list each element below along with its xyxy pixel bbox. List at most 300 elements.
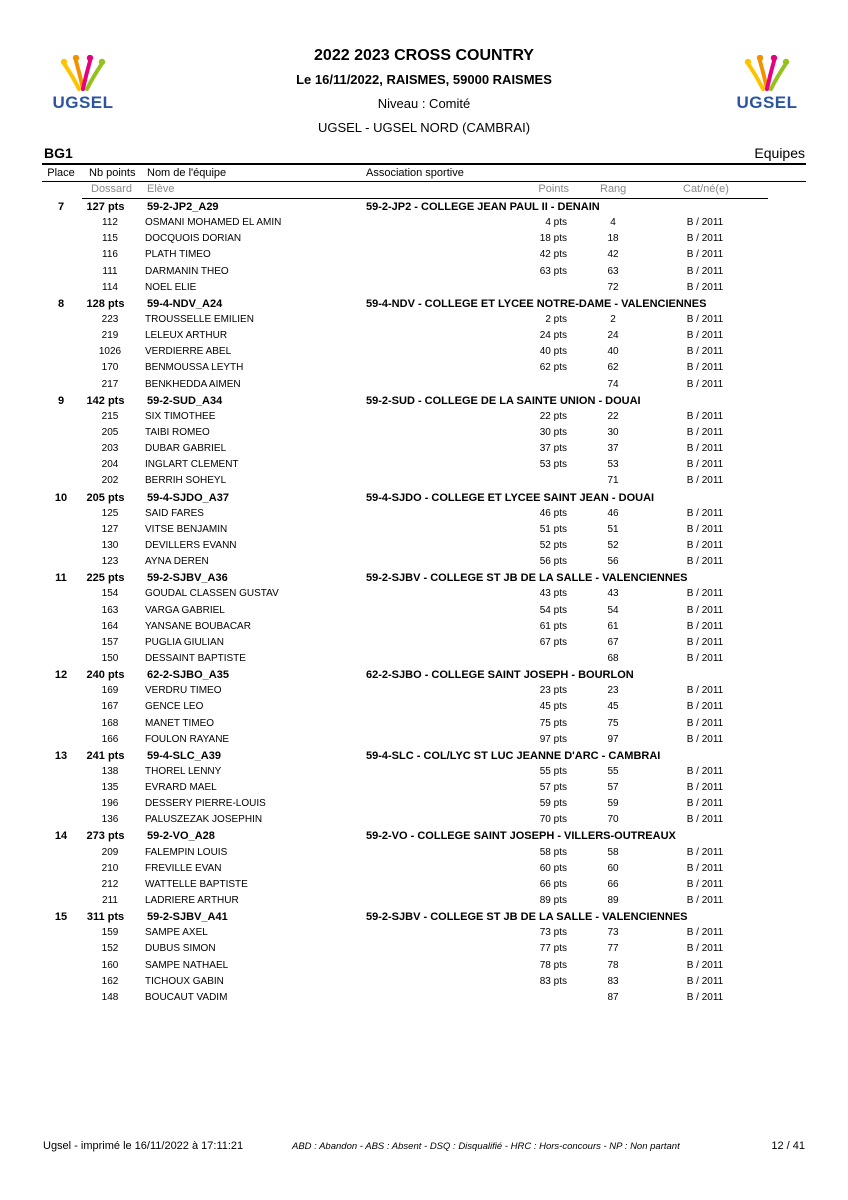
member-dossard: 154 — [101, 588, 119, 600]
member-row — [0, 280, 848, 296]
member-rank: 63 — [607, 265, 619, 277]
member-category: B / 2011 — [686, 507, 724, 519]
team-place: 14 — [54, 830, 68, 843]
member-category: B / 2011 — [686, 943, 724, 955]
member-points: 62 pts — [539, 362, 567, 374]
member-dossard: 130 — [101, 539, 119, 551]
member-rank: 24 — [607, 330, 619, 342]
member-rank: 68 — [607, 652, 619, 664]
member-points: 2 pts — [545, 313, 567, 325]
member-row — [0, 473, 848, 489]
team-association: 59-2-JP2 - COLLEGE JEAN PAUL II - DENAIN — [366, 201, 600, 213]
member-name: TAIBI ROMEO — [145, 426, 210, 438]
member-row — [0, 764, 848, 780]
team-row — [0, 570, 848, 586]
member-name: DARMANIN THEO — [145, 265, 229, 277]
member-name: PUGLIA GIULIAN — [145, 636, 224, 648]
member-points: 24 pts — [539, 330, 567, 342]
member-category: B / 2011 — [686, 313, 724, 325]
member-row — [0, 699, 848, 715]
col-team-name: Nom de l'équipe — [147, 167, 227, 179]
member-dossard: 150 — [101, 652, 119, 664]
team-place: 12 — [54, 669, 68, 682]
member-points: 46 pts — [539, 507, 567, 519]
team-row — [0, 393, 848, 409]
member-name: BOUCAUT VADIM — [145, 991, 228, 1003]
member-name: FOULON RAYANE — [145, 733, 230, 745]
member-row — [0, 651, 848, 667]
member-row — [0, 958, 848, 974]
event-organizer: UGSEL - UGSEL NORD (CAMBRAI) — [317, 120, 531, 135]
member-points: 57 pts — [539, 782, 567, 794]
member-rank: 77 — [607, 943, 619, 955]
member-points: 58 pts — [539, 846, 567, 858]
member-dossard: 223 — [101, 313, 119, 325]
member-points: 75 pts — [539, 717, 567, 729]
member-dossard: 148 — [101, 991, 119, 1003]
member-category: B / 2011 — [686, 620, 724, 632]
member-dossard: 204 — [101, 459, 119, 471]
member-row — [0, 845, 848, 861]
team-place: 10 — [54, 491, 68, 504]
member-rank: 54 — [607, 604, 619, 616]
header-divider — [42, 163, 806, 165]
team-association: 62-2-SJBO - COLLEGE SAINT JOSEPH - BOURLON — [366, 669, 634, 682]
member-name: BENKHEDDA AIMEN — [145, 378, 241, 390]
member-dossard: 164 — [101, 620, 119, 632]
member-category: B / 2011 — [686, 636, 724, 648]
member-row — [0, 264, 848, 280]
col-eleve: Elève — [147, 183, 175, 195]
member-category: B / 2011 — [686, 717, 724, 729]
column-divider — [42, 181, 806, 182]
member-row — [0, 812, 848, 828]
member-category: B / 2011 — [686, 556, 724, 568]
member-row — [0, 925, 848, 941]
member-dossard: 196 — [101, 798, 119, 810]
member-name: DESSAINT BAPTISTE — [145, 652, 246, 664]
member-points: 22 pts — [539, 410, 567, 422]
member-row — [0, 409, 848, 425]
member-dossard: 215 — [101, 410, 119, 422]
member-rank: 45 — [607, 701, 619, 713]
col-dossard: Dossard — [91, 183, 132, 195]
member-name: YANSANE BOUBACAR — [145, 620, 251, 632]
member-row — [0, 312, 848, 328]
member-rank: 37 — [607, 443, 619, 455]
member-name: VITSE BENJAMIN — [145, 523, 228, 535]
member-rank: 51 — [607, 523, 619, 535]
team-points: 240 pts — [86, 669, 125, 682]
member-rank: 67 — [607, 636, 619, 648]
group-label: BG1 — [44, 145, 73, 161]
member-name: BENMOUSSA LEYTH — [145, 362, 244, 374]
member-name: EVRARD MAEL — [145, 782, 217, 794]
team-place: 9 — [57, 394, 65, 407]
member-category: B / 2011 — [686, 362, 724, 374]
member-dossard: 159 — [101, 927, 119, 939]
member-rank: 66 — [607, 878, 619, 890]
member-category: B / 2011 — [686, 814, 724, 826]
member-dossard: 111 — [102, 265, 118, 277]
member-points: 59 pts — [539, 798, 567, 810]
member-rank: 75 — [607, 717, 619, 729]
member-name: TICHOUX GABIN — [145, 975, 224, 987]
member-dossard: 162 — [101, 975, 119, 987]
member-points: 97 pts — [539, 733, 567, 745]
member-row — [0, 328, 848, 344]
team-row — [0, 199, 848, 215]
team-row — [0, 909, 848, 925]
team-row — [0, 828, 848, 844]
member-points: 42 pts — [539, 249, 567, 261]
member-rank: 56 — [607, 556, 619, 568]
footer-printed: Ugsel - imprimé le 16/11/2022 à 17:11:21 — [43, 1140, 244, 1152]
member-name: VERDRU TIMEO — [145, 685, 222, 697]
member-row — [0, 893, 848, 909]
member-name: VERDIERRE ABEL — [145, 346, 232, 358]
member-points: 37 pts — [539, 443, 567, 455]
member-dossard: 202 — [101, 475, 119, 487]
member-points: 53 pts — [539, 459, 567, 471]
event-level: Niveau : Comité — [377, 96, 471, 111]
team-association: 59-2-VO - COLLEGE SAINT JOSEPH - VILLERS-OUTREAUX — [366, 830, 676, 843]
member-name: DEVILLERS EVANN — [145, 539, 237, 551]
member-category: B / 2011 — [686, 475, 724, 487]
page-title: 2022 2023 CROSS COUNTRY — [314, 47, 534, 64]
member-name: AYNA DEREN — [145, 556, 209, 568]
member-category: B / 2011 — [686, 862, 724, 874]
member-category: B / 2011 — [686, 701, 724, 713]
member-row — [0, 247, 848, 263]
member-name: FALEMPIN LOUIS — [145, 846, 228, 858]
member-row — [0, 990, 848, 1006]
member-dossard: 209 — [101, 846, 119, 858]
member-category: B / 2011 — [686, 975, 724, 987]
member-rank: 30 — [607, 426, 619, 438]
member-row — [0, 877, 848, 893]
member-category: B / 2011 — [686, 443, 724, 455]
team-association: 59-2-SUD - COLLEGE DE LA SAINTE UNION - DOUAI — [366, 394, 641, 407]
member-dossard: 127 — [101, 523, 119, 535]
member-rank: 57 — [607, 782, 619, 794]
member-points: 18 pts — [539, 233, 567, 245]
member-category: B / 2011 — [686, 330, 724, 342]
member-name: SIX TIMOTHEE — [145, 410, 216, 422]
section-label: Equipes — [754, 145, 805, 161]
member-rank: 53 — [607, 459, 619, 471]
member-name: SAID FARES — [145, 507, 204, 519]
member-row — [0, 780, 848, 796]
team-row — [0, 667, 848, 683]
member-rank: 59 — [607, 798, 619, 810]
member-dossard: 163 — [101, 604, 119, 616]
team-points: 128 pts — [86, 297, 125, 310]
col-association: Association sportive — [366, 167, 464, 179]
member-row — [0, 716, 848, 732]
member-dossard: 219 — [101, 330, 119, 342]
member-dossard: 135 — [101, 782, 119, 794]
member-dossard: 112 — [102, 217, 118, 229]
member-category: B / 2011 — [686, 927, 724, 939]
team-place: 7 — [57, 201, 65, 213]
member-points: 51 pts — [539, 523, 567, 535]
member-dossard: 125 — [101, 507, 119, 519]
team-association: 59-4-NDV - COLLEGE ET LYCEE NOTRE-DAME - VALENCIENNES — [366, 297, 707, 310]
member-rank: 70 — [607, 814, 619, 826]
member-dossard: 205 — [101, 426, 119, 438]
member-rank: 87 — [607, 991, 619, 1003]
member-rank: 62 — [607, 362, 619, 374]
team-row — [0, 490, 848, 506]
member-points: 63 pts — [539, 265, 567, 277]
member-row — [0, 538, 848, 554]
member-dossard: 152 — [101, 943, 119, 955]
member-rank: 97 — [607, 733, 619, 745]
member-name: WATTELLE BAPTISTE — [145, 878, 248, 890]
team-association: 59-4-SJDO - COLLEGE ET LYCEE SAINT JEAN - DOUAI — [366, 491, 655, 504]
member-name: INGLART CLEMENT — [145, 459, 239, 471]
member-dossard: 115 — [102, 233, 118, 245]
member-category: B / 2011 — [686, 895, 724, 907]
member-dossard: 166 — [101, 733, 119, 745]
member-rank: 71 — [607, 475, 619, 487]
member-category: B / 2011 — [686, 782, 724, 794]
member-rank: 83 — [607, 975, 619, 987]
col-points: Points — [538, 183, 569, 195]
team-points: 205 pts — [86, 491, 125, 504]
member-category: B / 2011 — [686, 426, 724, 438]
member-rank: 55 — [607, 765, 619, 777]
member-points: 23 pts — [539, 685, 567, 697]
member-points: 83 pts — [539, 975, 567, 987]
member-dossard: 123 — [101, 556, 119, 568]
member-points: 54 pts — [539, 604, 567, 616]
member-category: B / 2011 — [686, 378, 724, 390]
member-category: B / 2011 — [686, 733, 724, 745]
member-category: B / 2011 — [686, 281, 724, 293]
team-name: 59-4-NDV_A24 — [147, 297, 223, 310]
team-place: 15 — [54, 911, 68, 924]
team-place: 11 — [55, 572, 67, 585]
member-dossard: 210 — [101, 862, 119, 874]
team-place: 13 — [54, 749, 68, 762]
member-category: B / 2011 — [686, 846, 724, 858]
member-dossard: 211 — [102, 895, 118, 907]
member-rank: 4 — [610, 217, 616, 229]
member-rank: 23 — [607, 685, 619, 697]
team-association: 59-4-SLC - COL/LYC ST LUC JEANNE D'ARC - CAMBRAI — [366, 749, 661, 762]
member-dossard: 203 — [101, 443, 119, 455]
page-number: 12 / 41 — [771, 1140, 805, 1152]
member-points: 43 pts — [539, 588, 567, 600]
member-rank: 18 — [607, 233, 619, 245]
member-row — [0, 732, 848, 748]
member-category: B / 2011 — [686, 410, 724, 422]
team-name: 59-2-VO_A28 — [147, 830, 215, 843]
member-category: B / 2011 — [686, 765, 724, 777]
member-name: GENCE LEO — [145, 701, 204, 713]
member-row — [0, 974, 848, 990]
team-name: 59-4-SLC_A39 — [147, 749, 221, 762]
member-name: VARGA GABRIEL — [145, 604, 225, 616]
member-dossard: 170 — [101, 362, 119, 374]
member-rank: 60 — [607, 862, 619, 874]
team-points: 142 pts — [86, 394, 125, 407]
member-name: LADRIERE ARTHUR — [145, 895, 239, 907]
team-association: 59-2-SJBV - COLLEGE ST JB DE LA SALLE - VALENCIENNES — [366, 911, 688, 924]
member-row — [0, 522, 848, 538]
member-row — [0, 586, 848, 602]
member-points: 89 pts — [539, 895, 567, 907]
member-dossard: 138 — [101, 765, 119, 777]
team-points: 311 pts — [86, 911, 125, 924]
member-row — [0, 635, 848, 651]
member-dossard: 136 — [101, 814, 119, 826]
member-row — [0, 941, 848, 957]
member-rank: 2 — [610, 313, 616, 325]
col-nb-points: Nb points — [89, 167, 136, 179]
member-name: NOEL ELIE — [145, 281, 197, 293]
member-rank: 43 — [607, 588, 619, 600]
member-category: B / 2011 — [686, 604, 724, 616]
member-points: 30 pts — [539, 426, 567, 438]
member-points: 40 pts — [539, 346, 567, 358]
member-category: B / 2011 — [686, 265, 724, 277]
member-category: B / 2011 — [686, 346, 724, 358]
member-name: PLATH TIMEO — [145, 249, 211, 261]
col-rang: Rang — [600, 183, 627, 195]
member-name: DUBAR GABRIEL — [145, 443, 227, 455]
team-name: 62-2-SJBO_A35 — [147, 669, 229, 682]
member-name: DUBUS SIMON — [145, 943, 216, 955]
member-row — [0, 861, 848, 877]
footer-legend: ABD : Abandon - ABS : Absent - DSQ : Disqualifié - HRC : Hors-concours - NP : Non partant — [292, 1141, 680, 1152]
member-rank: 72 — [607, 281, 619, 293]
member-name: SAMPE AXEL — [145, 927, 208, 939]
team-points: 225 pts — [86, 572, 125, 585]
member-row — [0, 506, 848, 522]
member-points: 55 pts — [539, 765, 567, 777]
member-category: B / 2011 — [686, 959, 724, 971]
member-rank: 22 — [607, 410, 619, 422]
member-rank: 46 — [607, 507, 619, 519]
member-name: FREVILLE EVAN — [145, 862, 222, 874]
results-table — [0, 199, 848, 1006]
team-name: 59-4-SJDO_A37 — [147, 491, 229, 504]
team-name: 59-2-JP2_A29 — [147, 201, 219, 213]
member-row — [0, 554, 848, 570]
member-category: B / 2011 — [686, 459, 724, 471]
member-dossard: 160 — [101, 959, 119, 971]
member-name: LELEUX ARTHUR — [145, 330, 228, 342]
member-name: MANET TIMEO — [145, 717, 215, 729]
member-category: B / 2011 — [686, 539, 724, 551]
member-points: 73 pts — [539, 927, 567, 939]
member-dossard: 217 — [101, 378, 119, 390]
member-rank: 89 — [607, 895, 619, 907]
team-points: 127 pts — [86, 201, 125, 213]
col-place: Place — [47, 167, 75, 179]
member-row — [0, 619, 848, 635]
member-rank: 61 — [607, 620, 619, 632]
member-category: B / 2011 — [686, 588, 724, 600]
member-name: TROUSSELLE EMILIEN — [145, 313, 254, 325]
team-place: 8 — [57, 297, 65, 310]
member-row — [0, 457, 848, 473]
member-points: 56 pts — [539, 556, 567, 568]
logo-text: UGSEL — [52, 93, 114, 112]
member-row — [0, 215, 848, 231]
team-points: 241 pts — [86, 749, 125, 762]
member-category: B / 2011 — [686, 249, 724, 261]
member-dossard: 168 — [101, 717, 119, 729]
member-row — [0, 441, 848, 457]
team-name: 59-2-SJBV_A36 — [147, 572, 228, 585]
member-points: 67 pts — [539, 636, 567, 648]
member-name: SAMPE NATHAEL — [145, 959, 229, 971]
member-points: 70 pts — [539, 814, 567, 826]
member-dossard: 167 — [101, 701, 119, 713]
member-name: GOUDAL CLASSEN GUSTAV — [145, 588, 279, 600]
member-points: 66 pts — [539, 878, 567, 890]
member-points: 45 pts — [539, 701, 567, 713]
member-points: 77 pts — [539, 943, 567, 955]
member-points: 52 pts — [539, 539, 567, 551]
team-name: 59-2-SUD_A34 — [147, 394, 223, 407]
member-name: OSMANI MOHAMED EL AMIN — [145, 217, 282, 229]
member-points: 61 pts — [539, 620, 567, 632]
member-rank: 40 — [607, 346, 619, 358]
member-rank: 73 — [607, 927, 619, 939]
col-cat: Cat/né(e) — [683, 183, 729, 195]
member-rank: 74 — [607, 378, 619, 390]
member-dossard: 1026 — [98, 346, 122, 358]
member-rank: 52 — [607, 539, 619, 551]
member-category: B / 2011 — [686, 878, 724, 890]
member-rank: 58 — [607, 846, 619, 858]
member-points: 4 pts — [545, 217, 567, 229]
member-name: DESSERY PIERRE-LOUIS — [145, 798, 266, 810]
member-points: 78 pts — [539, 959, 567, 971]
member-name: THOREL LENNY — [145, 765, 222, 777]
member-category: B / 2011 — [686, 233, 724, 245]
member-category: B / 2011 — [686, 685, 724, 697]
member-name: PALUSZEZAK JOSEPHIN — [145, 814, 263, 826]
member-row — [0, 425, 848, 441]
member-dossard: 212 — [101, 878, 119, 890]
member-row — [0, 377, 848, 393]
member-row — [0, 796, 848, 812]
member-category: B / 2011 — [686, 217, 724, 229]
member-rank: 42 — [607, 249, 619, 261]
team-points: 273 pts — [86, 830, 125, 843]
member-dossard: 116 — [102, 249, 118, 261]
team-name: 59-2-SJBV_A41 — [147, 911, 228, 924]
team-association: 59-2-SJBV - COLLEGE ST JB DE LA SALLE - VALENCIENNES — [366, 572, 688, 585]
member-dossard: 114 — [102, 281, 118, 293]
member-category: B / 2011 — [686, 798, 724, 810]
member-category: B / 2011 — [686, 652, 724, 664]
member-row — [0, 683, 848, 699]
event-date-place: Le 16/11/2022, RAISMES, 59000 RAISMES — [296, 72, 552, 87]
member-dossard: 169 — [101, 685, 119, 697]
member-row — [0, 231, 848, 247]
member-dossard: 157 — [101, 636, 119, 648]
member-name: DOCQUOIS DORIAN — [145, 233, 242, 245]
team-row — [0, 748, 848, 764]
member-points: 60 pts — [539, 862, 567, 874]
